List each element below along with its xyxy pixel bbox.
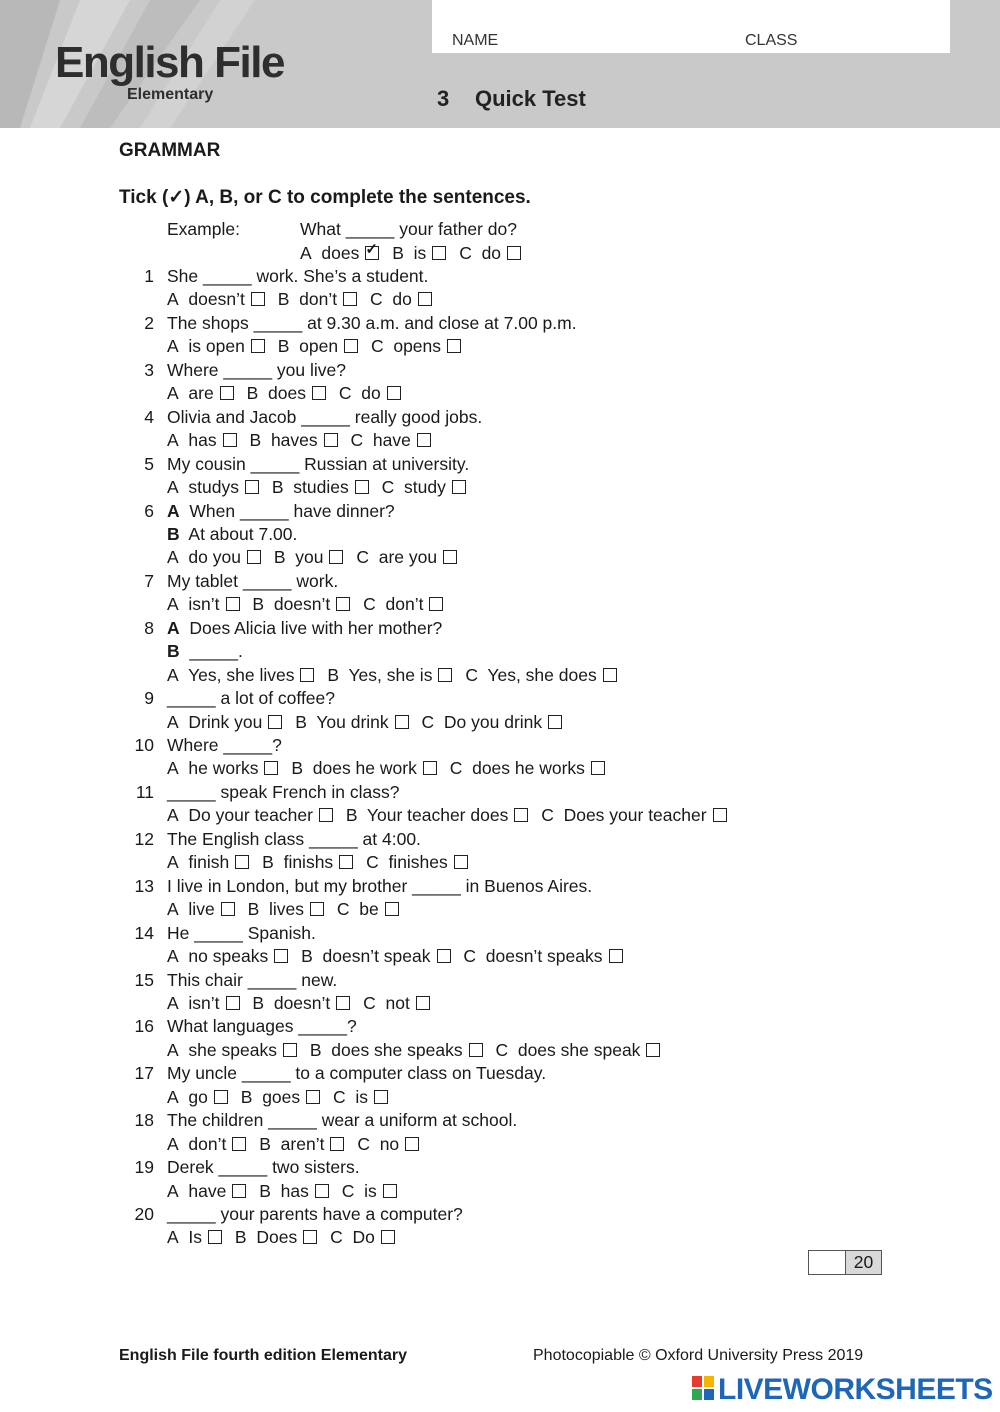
question-number: 17 <box>134 1063 154 1084</box>
option-checkbox[interactable] <box>251 292 265 306</box>
option-letter: C <box>341 1180 355 1201</box>
example-label: Example: <box>167 219 240 239</box>
option-letter: B <box>259 1133 271 1154</box>
option-checkbox[interactable] <box>232 1184 246 1198</box>
question-text: This chair _____ new. <box>167 969 338 990</box>
options-row <box>167 1134 427 1154</box>
option-letter: A <box>167 336 179 357</box>
option-text: has <box>188 430 217 451</box>
question-line <box>167 1204 463 1224</box>
option-checkbox[interactable] <box>336 597 350 611</box>
option-text: is open <box>188 336 245 357</box>
option-text: finishs <box>283 852 334 873</box>
question-text: She _____ work. She’s a student. <box>167 266 429 286</box>
question-text: My tablet _____ work. <box>167 570 339 591</box>
question-number: 19 <box>134 1157 154 1178</box>
options-row <box>167 805 735 825</box>
options-row <box>167 1227 403 1247</box>
option-letter: A <box>167 477 179 498</box>
option-text: study <box>404 477 446 498</box>
option-text: opens <box>393 336 442 357</box>
option-text: does she speak <box>517 1039 641 1060</box>
option-checkbox[interactable] <box>329 550 343 564</box>
option-letter: B <box>291 758 304 779</box>
option-letter: C <box>366 852 379 873</box>
option-checkbox[interactable] <box>365 246 379 260</box>
instruction: Tick (✓) A, B, or C to complete the sentences. <box>119 187 531 208</box>
question-text: I live in London, but my brother _____ in Buenos Aires. <box>167 875 593 896</box>
speaker-label: B <box>167 523 180 544</box>
logo-title: English File <box>55 38 284 87</box>
question-line <box>167 970 337 990</box>
option-checkbox[interactable] <box>274 949 288 963</box>
option-checkbox[interactable] <box>609 949 623 963</box>
liveworksheets-logo-icon <box>692 1376 714 1400</box>
option-checkbox[interactable] <box>437 949 451 963</box>
option-letter: B <box>271 477 284 498</box>
question-line <box>167 618 442 638</box>
question-line <box>167 1157 360 1177</box>
option-letter: C <box>333 1086 346 1107</box>
speaker-label: B <box>167 641 180 662</box>
option-letter: A <box>167 664 179 685</box>
option-text: Yes, she lives <box>188 664 295 685</box>
option-text: haves <box>270 430 318 451</box>
options-row <box>167 1040 668 1060</box>
option-text: Your teacher does <box>366 805 509 826</box>
question-text: My uncle _____ to a computer class on Tuesday. <box>167 1063 547 1084</box>
option-letter: A <box>167 1227 179 1248</box>
question-number: 20 <box>134 1204 154 1224</box>
option-letter: C <box>463 946 477 967</box>
question-number: 1 <box>144 266 154 286</box>
options-row <box>167 430 439 450</box>
footer-right: Photocopiable © Oxford University Press 2019 <box>533 1347 864 1364</box>
option-checkbox[interactable] <box>514 808 528 822</box>
option-letter: C <box>363 594 376 615</box>
question-line <box>167 641 243 661</box>
question-text: What languages _____? <box>167 1016 357 1037</box>
question-number: 4 <box>144 406 154 427</box>
option-checkbox[interactable] <box>343 292 357 306</box>
option-text: don’t <box>188 1133 227 1154</box>
option-text: Do <box>352 1227 375 1248</box>
option-text: does <box>268 383 306 404</box>
option-checkbox[interactable] <box>713 808 727 822</box>
option-text: has <box>280 1180 309 1201</box>
option-checkbox[interactable] <box>469 1043 483 1057</box>
option-text: do <box>481 243 502 263</box>
option-text: isn’t <box>188 594 220 615</box>
question-text: My cousin _____ Russian at university. <box>167 453 470 474</box>
question-text: When _____ have dinner? <box>189 500 395 521</box>
question-number: 7 <box>144 570 154 591</box>
option-letter: B <box>240 1086 253 1107</box>
page-header <box>0 0 1000 128</box>
option-text: lives <box>268 899 304 920</box>
name-label: NAME <box>452 32 499 49</box>
option-checkbox[interactable] <box>507 246 521 260</box>
option-text: does he work <box>312 758 417 779</box>
test-number: 3 <box>437 86 450 111</box>
option-letter: A <box>167 805 179 826</box>
option-text: do <box>361 383 381 404</box>
options-row <box>167 946 631 966</box>
option-checkbox[interactable] <box>646 1043 660 1057</box>
option-checkbox[interactable] <box>306 1090 320 1104</box>
option-text: doesn’t speaks <box>485 946 603 967</box>
option-checkbox[interactable] <box>383 1184 397 1198</box>
question-line <box>167 829 421 849</box>
speaker-label: A <box>167 617 180 638</box>
option-letter: A <box>167 430 179 451</box>
option-checkbox[interactable] <box>232 1137 246 1151</box>
question-number: 10 <box>134 735 154 755</box>
option-letter: B <box>309 1039 322 1060</box>
option-text: Does <box>256 1227 298 1248</box>
option-text: does she speaks <box>331 1039 463 1060</box>
options-row <box>167 1181 405 1201</box>
option-text: is <box>355 1086 369 1107</box>
option-letter: C <box>541 805 554 826</box>
option-checkbox[interactable] <box>548 715 562 729</box>
options-row <box>167 993 438 1013</box>
option-checkbox[interactable] <box>344 339 358 353</box>
question-line <box>167 266 428 286</box>
option-checkbox[interactable] <box>418 292 432 306</box>
options-row <box>167 665 625 685</box>
question-text: Derek _____ two sisters. <box>167 1157 360 1178</box>
option-text: Yes, she is <box>348 664 433 685</box>
option-letter: A <box>167 758 179 779</box>
option-checkbox[interactable] <box>223 433 237 447</box>
question-text: Olivia and Jacob _____ really good jobs. <box>167 406 483 427</box>
option-checkbox[interactable] <box>220 386 234 400</box>
option-letter: C <box>336 899 350 920</box>
option-text: go <box>188 1086 208 1107</box>
option-text: finish <box>188 852 230 873</box>
option-checkbox[interactable] <box>214 1090 228 1104</box>
option-text: not <box>385 992 410 1013</box>
option-checkbox[interactable] <box>312 386 326 400</box>
option-checkbox[interactable] <box>381 1230 395 1244</box>
option-letter: C <box>495 1039 509 1060</box>
option-text: You drink <box>316 711 389 732</box>
option-checkbox[interactable] <box>324 433 338 447</box>
option-checkbox[interactable] <box>300 668 314 682</box>
question-line <box>167 454 469 474</box>
question-text: _____ a lot of coffee? <box>167 688 336 709</box>
option-text: Do you drink <box>443 711 543 732</box>
name-class-box[interactable] <box>432 0 950 53</box>
question-line <box>167 1016 357 1036</box>
option-letter: A <box>167 852 179 873</box>
option-letter: C <box>370 336 384 357</box>
option-text: doesn’t <box>188 289 245 310</box>
options-row <box>167 383 409 403</box>
option-letter: A <box>300 243 312 263</box>
option-letter: C <box>356 547 369 568</box>
speaker-label: A <box>167 500 180 521</box>
option-checkbox[interactable] <box>395 715 409 729</box>
option-text: are <box>188 383 214 404</box>
option-text: studys <box>188 477 239 498</box>
question-text: The children _____ wear a uniform at school. <box>167 1110 518 1131</box>
option-checkbox[interactable] <box>447 339 461 353</box>
option-letter: A <box>167 547 179 568</box>
question-text: Where _____? <box>167 735 282 755</box>
option-checkbox[interactable] <box>303 1230 317 1244</box>
option-checkbox[interactable] <box>268 715 282 729</box>
option-letter: B <box>327 664 340 685</box>
option-letter: A <box>167 289 179 310</box>
option-checkbox[interactable] <box>432 246 446 260</box>
question-text: _____ your parents have a computer? <box>167 1204 463 1224</box>
options-row <box>167 852 476 872</box>
question-number: 8 <box>144 617 154 638</box>
option-letter: B <box>249 430 262 451</box>
option-text: no speaks <box>188 946 269 967</box>
question-line <box>167 524 297 544</box>
question-line <box>167 1110 517 1130</box>
question-text: _____. <box>189 641 243 662</box>
option-checkbox[interactable] <box>591 761 605 775</box>
question-text: Where _____ you live? <box>167 359 346 380</box>
option-checkbox[interactable] <box>355 480 369 494</box>
option-checkbox[interactable] <box>429 597 443 611</box>
options-row <box>167 477 474 497</box>
option-checkbox[interactable] <box>452 480 466 494</box>
option-checkbox[interactable] <box>319 808 333 822</box>
option-text: Drink you <box>188 711 263 732</box>
option-text: doesn’t <box>273 992 331 1013</box>
options-row <box>167 547 465 567</box>
question-line <box>167 735 282 755</box>
option-letter: C <box>369 289 383 310</box>
option-checkbox[interactable] <box>405 1137 419 1151</box>
option-letter: A <box>167 1133 179 1154</box>
option-text: doesn’t <box>273 594 331 615</box>
question-number: 12 <box>134 828 154 849</box>
option-text: aren’t <box>280 1133 325 1154</box>
question-line <box>167 407 482 427</box>
question-number: 13 <box>134 875 154 896</box>
test-title: Quick Test <box>475 86 586 111</box>
option-checkbox[interactable] <box>454 855 468 869</box>
option-checkbox[interactable] <box>310 902 324 916</box>
watermark: LIVEWORKSHEETS <box>718 1373 993 1406</box>
option-text: you <box>295 547 324 568</box>
section-title: GRAMMAR <box>119 140 221 161</box>
option-letter: B <box>273 547 286 568</box>
option-checkbox[interactable] <box>336 996 350 1010</box>
score-input[interactable] <box>809 1251 846 1274</box>
option-checkbox[interactable] <box>416 996 430 1010</box>
option-text: have <box>188 1180 227 1201</box>
option-text: have <box>372 430 411 451</box>
option-letter: B <box>247 899 260 920</box>
option-text: doesn’t speak <box>322 946 431 967</box>
score-total: 20 <box>846 1251 881 1274</box>
option-checkbox[interactable] <box>438 668 452 682</box>
option-letter: B <box>246 383 259 404</box>
option-checkbox[interactable] <box>247 550 261 564</box>
option-text: Do your teacher <box>188 805 313 826</box>
options-row <box>167 712 570 732</box>
option-letter: B <box>277 336 290 357</box>
option-text: Is <box>188 1227 203 1248</box>
option-checkbox[interactable] <box>264 761 278 775</box>
option-text: Yes, she does <box>487 664 597 685</box>
option-text: finishes <box>388 852 448 873</box>
option-checkbox[interactable] <box>208 1230 222 1244</box>
options-row <box>167 899 407 919</box>
option-text: don’t <box>385 594 424 615</box>
option-checkbox[interactable] <box>330 1137 344 1151</box>
option-text: isn’t <box>188 992 220 1013</box>
question-line <box>167 571 338 591</box>
question-text: The English class _____ at 4:00. <box>167 828 421 849</box>
option-checkbox[interactable] <box>221 902 235 916</box>
option-checkbox[interactable] <box>283 1043 297 1057</box>
option-letter: C <box>330 1227 343 1248</box>
option-letter: C <box>381 477 395 498</box>
option-letter: A <box>167 1086 179 1107</box>
score-box <box>808 1250 882 1275</box>
option-text: does <box>321 243 360 263</box>
question-line <box>167 782 400 802</box>
question-text: At about 7.00. <box>188 523 298 544</box>
option-checkbox[interactable] <box>226 597 240 611</box>
option-letter: B <box>259 1180 271 1201</box>
class-label: CLASS <box>745 32 798 49</box>
option-letter: A <box>167 594 179 615</box>
option-text: don’t <box>299 289 338 310</box>
option-text: does he works <box>472 758 585 779</box>
options-row <box>167 1087 396 1107</box>
question-number: 16 <box>134 1016 154 1037</box>
question-number: 3 <box>144 359 154 380</box>
option-checkbox[interactable] <box>251 339 265 353</box>
option-checkbox[interactable] <box>374 1090 388 1104</box>
option-letter: A <box>167 946 179 967</box>
option-checkbox[interactable] <box>443 550 457 564</box>
option-letter: B <box>234 1227 247 1248</box>
option-checkbox[interactable] <box>423 761 437 775</box>
question-number: 6 <box>144 500 154 521</box>
option-checkbox[interactable] <box>603 668 617 682</box>
option-text: is <box>413 243 427 263</box>
option-checkbox[interactable] <box>385 902 399 916</box>
option-letter: B <box>262 852 274 873</box>
example-options <box>300 243 529 264</box>
option-letter: B <box>252 594 265 615</box>
option-letter: B <box>295 711 307 732</box>
question-line <box>167 923 316 943</box>
option-text: she speaks <box>188 1039 277 1060</box>
question-number: 2 <box>144 312 154 333</box>
option-letter: C <box>459 243 472 263</box>
option-letter: C <box>350 430 364 451</box>
option-checkbox[interactable] <box>387 386 401 400</box>
example-sentence: What _____ your father do? <box>300 219 517 239</box>
option-text: do you <box>188 547 241 568</box>
option-text: no <box>379 1133 400 1154</box>
option-letter: A <box>167 899 179 920</box>
option-letter: C <box>357 1133 370 1154</box>
option-text: do <box>392 289 412 310</box>
option-letter: A <box>167 711 179 732</box>
option-text: is <box>364 1180 377 1201</box>
question-number: 14 <box>134 922 154 943</box>
footer-left: English File fourth edition Elementary <box>119 1347 408 1364</box>
option-text: are you <box>378 547 438 568</box>
question-text: The shops _____ at 9.30 a.m. and close at 7.00 p.m. <box>167 312 577 333</box>
option-checkbox[interactable] <box>339 855 353 869</box>
question-line <box>167 876 592 896</box>
option-text: goes <box>262 1086 301 1107</box>
option-letter: B <box>252 992 265 1013</box>
options-row <box>167 594 451 614</box>
option-text: studies <box>293 477 349 498</box>
options-row <box>167 758 613 778</box>
option-letter: B <box>301 946 313 967</box>
question-line <box>167 313 577 333</box>
option-checkbox[interactable] <box>417 433 431 447</box>
option-checkbox[interactable] <box>315 1184 329 1198</box>
question-line <box>167 501 395 521</box>
question-line <box>167 360 346 380</box>
question-text: Does Alicia live with her mother? <box>189 617 443 638</box>
logo-subtitle: Elementary <box>127 86 214 103</box>
option-checkbox[interactable] <box>235 855 249 869</box>
question-number: 5 <box>144 453 154 474</box>
option-letter: A <box>167 1180 179 1201</box>
option-letter: A <box>167 383 179 404</box>
option-text: open <box>299 336 339 357</box>
question-number: 18 <box>134 1110 154 1131</box>
option-letter: A <box>167 992 179 1013</box>
options-row <box>167 336 469 356</box>
option-letter: B <box>345 805 358 826</box>
question-line <box>167 688 335 708</box>
option-letter: C <box>363 992 376 1013</box>
option-letter: C <box>338 383 352 404</box>
option-letter: C <box>421 711 435 732</box>
option-text: live <box>188 899 215 920</box>
option-letter: C <box>465 664 478 685</box>
option-checkbox[interactable] <box>226 996 240 1010</box>
question-line <box>167 1063 546 1083</box>
option-text: be <box>359 899 379 920</box>
option-letter: B <box>392 243 404 263</box>
option-text: Does your teacher <box>563 805 707 826</box>
option-text: he works <box>188 758 259 779</box>
option-letter: C <box>449 758 463 779</box>
option-checkbox[interactable] <box>245 480 259 494</box>
question-number: 11 <box>135 781 154 802</box>
option-letter: A <box>167 1039 179 1060</box>
option-letter: B <box>277 289 290 310</box>
question-text: _____ speak French in class? <box>167 781 400 802</box>
options-row <box>167 289 440 309</box>
question-number: 15 <box>134 969 154 990</box>
question-text: He _____ Spanish. <box>167 922 316 943</box>
question-number: 9 <box>144 688 154 709</box>
